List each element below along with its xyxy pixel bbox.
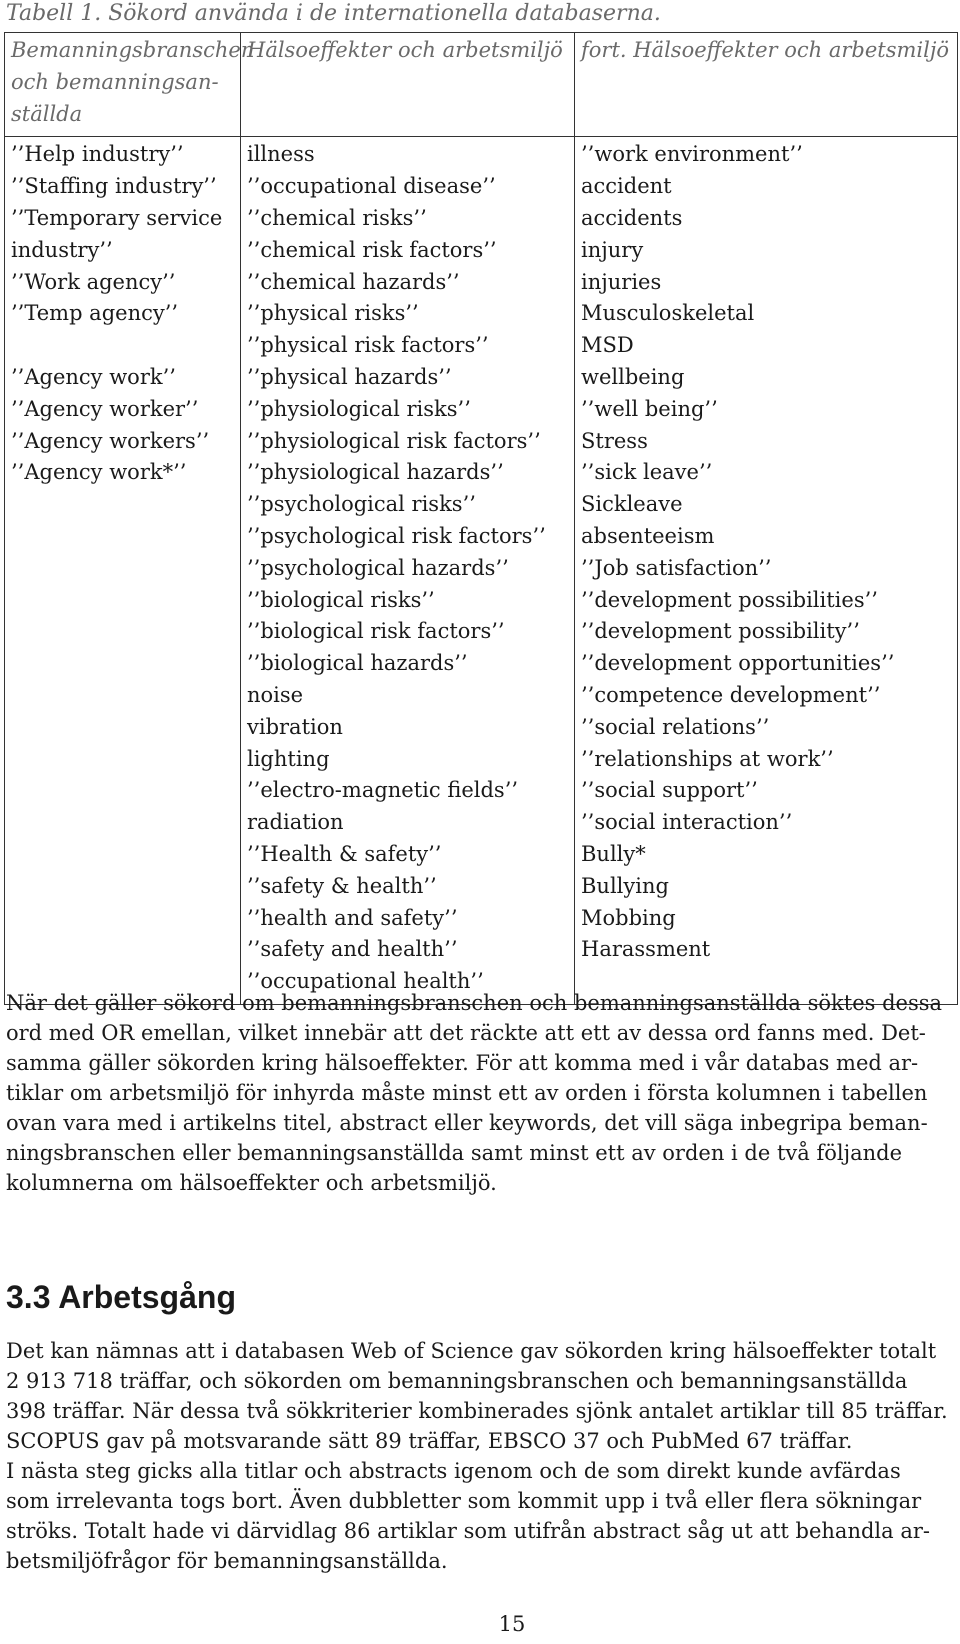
header-line: ställda <box>11 101 83 126</box>
table-cell-term <box>11 330 234 362</box>
header-line: fort. Hälsoeffekter och arbetsmiljö <box>581 38 950 62</box>
table-cell-term: ’’safety & health’’ <box>247 873 437 898</box>
table-cell-term: radiation <box>247 810 344 835</box>
table-cell-term: ’’physiological risk factors’’ <box>247 428 541 453</box>
table-cell-term: ’’physiological hazards’’ <box>247 460 504 485</box>
table-cell-term: ’’occupational health’’ <box>247 969 484 994</box>
table-cell-term: wellbeing <box>581 364 685 389</box>
table-cell-term: ’’Work agency’’ <box>11 269 176 294</box>
table-cell-term: accident <box>581 174 672 199</box>
column-staffing-terms <box>5 137 241 1005</box>
table-cell-term: ’’health and safety’’ <box>247 905 458 930</box>
paragraph-line: ningsbranschen eller bemanningsanställda samt minst ett av orden i de två följande <box>6 1141 903 1165</box>
table-cell-term: absenteeism <box>581 523 715 548</box>
table-cell-term: ’’Agency workers’’ <box>11 428 210 453</box>
table-cell-term: vibration <box>247 714 343 739</box>
header-line: Hälsoeffekter och arbetsmiljö <box>247 38 563 62</box>
table-cell-term: Musculoskeletal <box>581 301 755 326</box>
table-cell-term: ’’physiological risks’’ <box>247 396 471 421</box>
paragraph-line: kolumnerna om hälsoeffekter och arbetsmiljö. <box>6 1171 497 1195</box>
paragraph-line: ord med OR emellan, vilket innebär att det räckte att ett av dessa ord fanns med. Det- <box>6 1021 926 1045</box>
paragraph-line: I nästa steg gicks alla titlar och abstracts igenom och de som direkt kunde avfärdas <box>6 1459 901 1483</box>
paragraph-line: 398 träffar. När dessa två sökkriterier kombinerades sjönk antalet artiklar till 85 träffar. <box>6 1399 948 1423</box>
table-cell-term: ’’Temporary service <box>11 205 223 230</box>
table-cell-term: ’’safety and health’’ <box>247 937 458 962</box>
header-line: och bemanningsan- <box>11 69 219 94</box>
table-cell-term: ’’biological hazards’’ <box>247 651 468 676</box>
table-cell-term: ’’chemical hazards’’ <box>247 269 460 294</box>
search-terms-table <box>4 32 958 1005</box>
paragraph-line: 2 913 718 träffar, och sökorden om bemanningsbranschen och bemanningsanställda <box>6 1369 908 1393</box>
table-cell-term: accidents <box>581 205 683 230</box>
paragraph-line: tiklar om arbetsmiljö för inhyrda måste minst ett av orden i första kolumnen i tabellen <box>6 1081 928 1105</box>
header-health-effects <box>241 33 575 137</box>
table-cell-term: ’’chemical risks’’ <box>247 205 427 230</box>
paragraph-line: betsmiljöfrågor för bemanningsanställda. <box>6 1549 448 1573</box>
table-cell-term: ’’work environment’’ <box>581 142 803 167</box>
table-cell-term: ’’physical hazards’’ <box>247 364 452 389</box>
paragraph-line: ovan vara med i artikelns titel, abstract eller keywords, det vill säga inbegripa beman- <box>6 1111 928 1135</box>
table-cell-term: ’’physical risks’’ <box>247 301 419 326</box>
table-cell-term: ’’Agency work*’’ <box>11 460 187 485</box>
table-cell-term: Stress <box>581 428 648 453</box>
table-cell-term: ’’Health & safety’’ <box>247 841 442 866</box>
table-cell-term: ’’relationships at work’’ <box>581 746 834 771</box>
table-cell-term: ’’development opportunities’’ <box>581 651 895 676</box>
table-cell-term: ’’occupational disease’’ <box>247 174 496 199</box>
table-caption: Tabell 1. Sökord använda i de internationella databaserna. <box>6 1 661 26</box>
paragraph-work-process <box>6 1336 951 1576</box>
table-cell-term: ’’Help industry’’ <box>11 142 184 167</box>
table-cell-term: ’’competence development’’ <box>581 682 881 707</box>
table-cell-term: ’’Staffing industry’’ <box>11 174 217 199</box>
header-staffing <box>5 33 255 137</box>
table-cell-term: ’’psychological hazards’’ <box>247 555 509 580</box>
table-cell-term: ’’physical risk factors’’ <box>247 333 489 358</box>
paragraph-line: ströks. Totalt hade vi därvidlag 86 artiklar som utifrån abstract såg ut att behandla ar- <box>6 1519 930 1543</box>
table-cell-term: ’’Agency work’’ <box>11 364 176 389</box>
table-cell-term: ’’biological risks’’ <box>247 587 435 612</box>
section-heading: 3.3 Arbetsgång <box>6 1279 236 1315</box>
table-body-row <box>5 137 958 1005</box>
paragraph-line: Det kan nämnas att i databasen Web of Science gav sökorden kring hälsoeffekter totalt <box>6 1339 937 1363</box>
table-cell-term: Mobbing <box>581 905 676 930</box>
table-cell-term: ’’Job satisfaction’’ <box>581 555 772 580</box>
table-cell-term: injury <box>581 237 644 262</box>
column-health-terms-cont <box>575 137 958 1005</box>
header-health-effects-cont <box>575 33 958 137</box>
table-cell-term: ’’development possibilities’’ <box>581 587 878 612</box>
table-cell-term: ’’psychological risk factors’’ <box>247 523 546 548</box>
paragraph-line: När det gäller sökord om bemanningsbranschen och bemanningsanställda söktes dessa <box>6 991 943 1015</box>
table-cell-term: injuries <box>581 269 662 294</box>
paragraph-search-logic <box>6 988 951 1198</box>
paragraph-line: SCOPUS gav på motsvarande sätt 89 träffar, EBSCO 37 och PubMed 67 träffar. <box>6 1429 853 1453</box>
table-cell-term: ’’biological risk factors’’ <box>247 619 505 644</box>
table-cell-term: ’’development possibility’’ <box>581 619 860 644</box>
table-cell-term: illness <box>247 142 315 167</box>
paragraph-line: samma gäller sökorden kring hälsoeffekter. För att komma med i vår databas med ar- <box>6 1051 919 1075</box>
table-cell-term: ’’sick leave’’ <box>581 460 713 485</box>
header-line: Bemanningsbranschen <box>11 38 255 62</box>
table-cell-term: lighting <box>247 746 330 771</box>
table-cell-term: Bullying <box>581 873 669 898</box>
table-cell-term: ’’social relations’’ <box>581 714 770 739</box>
column-health-terms <box>241 137 575 1005</box>
table-header-row <box>5 33 958 137</box>
table-cell-term: ’’well being’’ <box>581 396 718 421</box>
table-cell-term: Harassment <box>581 937 711 962</box>
table-cell-term: ’’Temp agency’’ <box>11 301 179 326</box>
table-cell-term: industry’’ <box>11 237 113 262</box>
table-cell-term: ’’social support’’ <box>581 778 758 803</box>
table-cell-term: MSD <box>581 333 634 358</box>
table-cell-term: ’’social interaction’’ <box>581 810 793 835</box>
table-cell-term: ’’electro-magnetic fields’’ <box>247 778 519 803</box>
table-cell-term: ’’chemical risk factors’’ <box>247 237 497 262</box>
paragraph-line: som irrelevanta togs bort. Även dubbletter som kommit upp i två eller flera sökningar <box>6 1489 922 1513</box>
table-cell-term: ’’Agency worker’’ <box>11 396 199 421</box>
table-cell-term: Sickleave <box>581 492 683 517</box>
table-cell-term: ’’psychological risks’’ <box>247 492 476 517</box>
table-cell-term: Bully* <box>581 841 646 866</box>
table-cell-term: noise <box>247 682 304 707</box>
page-number: 15 <box>498 1612 526 1636</box>
